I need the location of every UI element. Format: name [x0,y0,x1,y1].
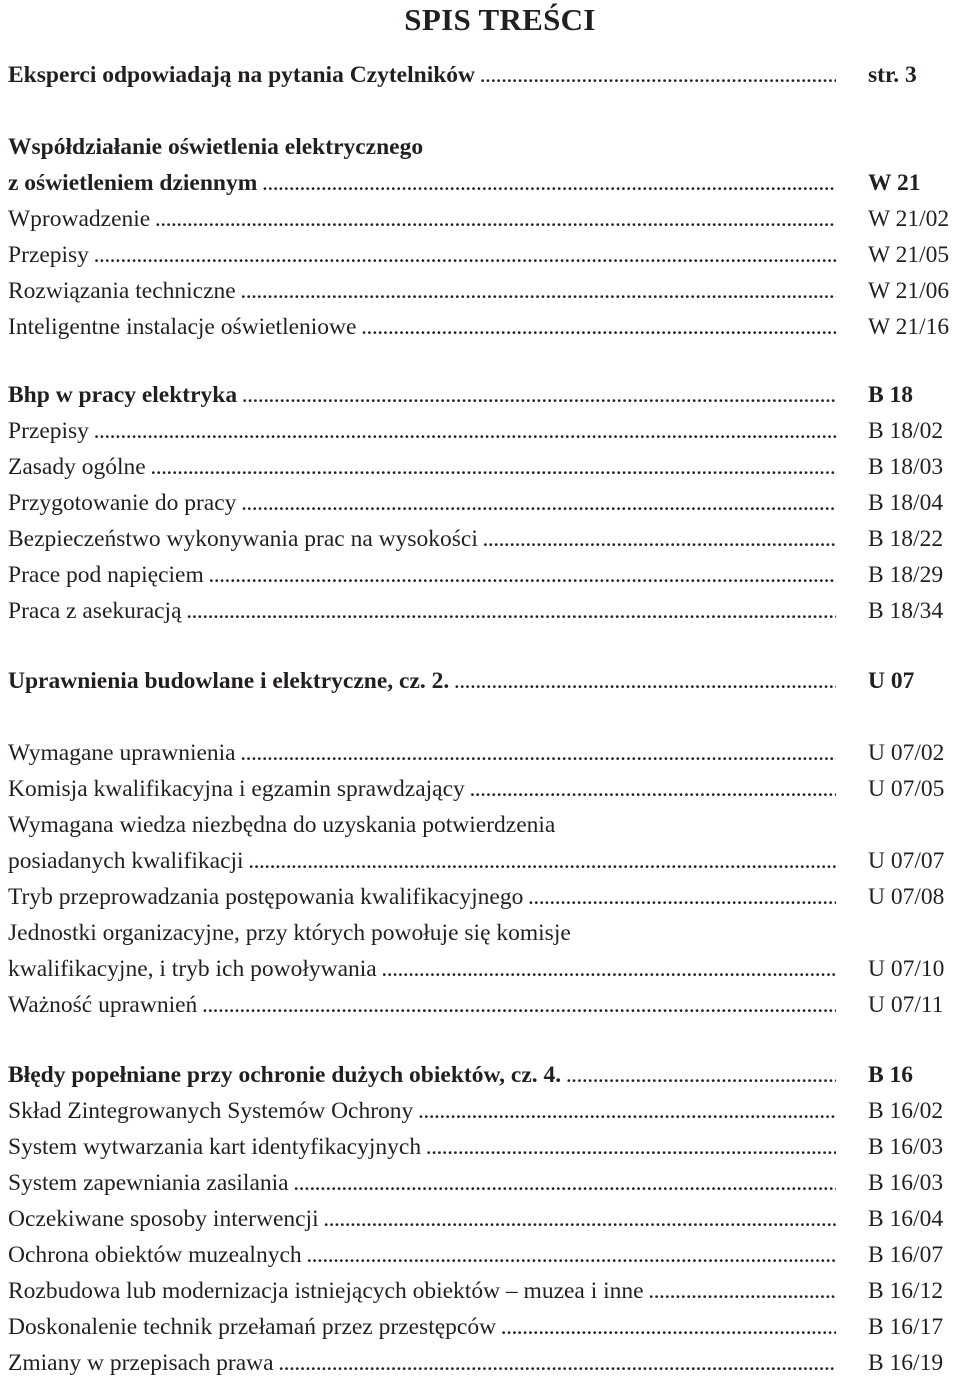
toc-entry-title: Eksperci odpowiadają na pytania Czytelników [8,62,476,88]
toc-entry-leader [8,1273,836,1309]
toc-entry [8,663,960,699]
toc-entry-page: B 18 [868,382,914,408]
toc-entry-title: Inteligentne instalacje oświetleniowe [8,314,357,340]
toc-entry [8,1057,960,1093]
toc-entry-leader [8,1309,836,1345]
toc-entry-title: Tryb przeprowadzania postępowania kwalifikacyjnego [8,884,524,910]
toc-entry-title: Wymagana wiedza niezbędna do uzyskania potwierdzenia [8,812,556,838]
toc-entry-page: B 16/04 [868,1206,944,1232]
toc-entry [8,1129,960,1165]
toc-entry-page: B 18/02 [868,418,944,444]
toc-entry-title: Wprowadzenie [8,206,151,232]
toc-entry-page: B 18/22 [868,526,944,552]
toc-entry-leader [8,557,836,593]
toc-entry-page: B 18/34 [868,598,944,624]
toc-entry-page: U 07/02 [868,740,945,766]
toc-entry-page: U 07/07 [868,848,945,874]
toc-entry [8,521,960,557]
toc-entry [8,449,960,485]
toc-entry-title: Doskonalenie technik przełamań przez przestępców [8,1314,497,1340]
toc-entry [8,915,960,951]
toc-entry [8,1201,960,1237]
toc-entry [8,201,960,237]
toc-entry-title: Przygotowanie do pracy [8,490,237,516]
toc-entry-leader [8,413,836,449]
toc-entry-title: Współdziałanie oświetlenia elektrycznego [8,134,424,160]
toc-entry-leader [8,879,836,915]
toc-entry [8,377,960,413]
toc-entry-page: B 18/29 [868,562,944,588]
toc-entry-title: Prace pod napięciem [8,562,204,588]
toc-entry-title: kwalifikacyjne, i tryb ich powoływania [8,956,377,982]
toc-entry [8,273,960,309]
toc-entry-page: B 16/12 [868,1278,944,1304]
toc-entry [8,593,960,629]
toc-entry-page: B 16/02 [868,1098,944,1124]
toc-entry [8,771,960,807]
toc-entry-page: str. 3 [868,62,917,88]
toc-entry-leader [8,1165,836,1201]
toc-entry-title: Zmiany w przepisach prawa [8,1350,274,1376]
toc-entry [8,1237,960,1273]
toc-entry-page: B 16/17 [868,1314,944,1340]
toc-entry [8,57,960,93]
toc-entry-title: Przepisy [8,242,89,268]
toc-entry-leader [8,237,836,273]
toc-entry-leader [8,1237,836,1273]
toc-entry-leader [8,485,836,521]
toc-entry-page: W 21/06 [868,278,950,304]
toc-entry-leader [8,377,836,413]
toc-entry-leader [8,129,836,165]
toc-entry [8,879,960,915]
toc-entry-page: W 21/05 [868,242,950,268]
toc-entry-leader [8,987,836,1023]
toc-entry-page: B 16/03 [868,1170,944,1196]
toc-entry [8,1309,960,1345]
toc-entry-title: System zapewniania zasilania [8,1170,289,1196]
toc-entry-title: Komisja kwalifikacyjna i egzamin sprawdzający [8,776,465,802]
toc-entry [8,237,960,273]
toc-entry-title: Bezpieczeństwo wykonywania prac na wysokości [8,526,478,552]
toc-entry-page: B 16 [868,1062,914,1088]
toc-entry-page: W 21/02 [868,206,950,232]
page-title: SPIS TREŚCI [404,2,596,37]
toc-entry-title: z oświetleniem dziennym [8,170,258,196]
toc-entry-leader [8,1345,836,1381]
toc-entry-title: Zasady ogólne [8,454,146,480]
toc-entry-title: Przepisy [8,418,89,444]
toc-entry-page: W 21/16 [868,314,950,340]
toc-entry-title: Rozbudowa lub modernizacja istniejących obiektów – muzea i inne [8,1278,644,1304]
toc-entry-leader [8,1129,836,1165]
toc-entry [8,557,960,593]
toc-entry-leader [8,201,836,237]
toc-entry-title: Rozwiązania techniczne [8,278,236,304]
toc-entry-title: Wymagane uprawnienia [8,740,236,766]
toc-entry [8,807,960,843]
toc-entry-leader [8,915,836,951]
toc-entry-page: B 16/19 [868,1350,944,1376]
toc-entry-title: Uprawnienia budowlane i elektryczne, cz. 2. [8,668,450,694]
toc-entry [8,987,960,1023]
toc-entry-page: B 18/03 [868,454,944,480]
toc-entry-leader [8,273,836,309]
toc-entry-title: posiadanych kwalifikacji [8,848,244,874]
toc-entry [8,129,960,165]
toc-entry-title: Bhp w pracy elektryka [8,382,238,408]
toc-entry-leader [8,771,836,807]
toc-entry [8,1345,960,1381]
toc-entry-page: U 07/11 [868,992,944,1018]
toc-entry [8,735,960,771]
toc-entry-title: Oczekiwane sposoby interwencji [8,1206,319,1232]
toc-entry [8,413,960,449]
toc-entry-page: U 07 [868,668,915,694]
toc-entry-title: Błędy popełniane przy ochronie dużych obiektów, cz. 4. [8,1062,562,1088]
toc-entry-leader [8,951,836,987]
toc-entry-title: Skład Zintegrowanych Systemów Ochrony [8,1098,414,1124]
toc-entry-leader [8,735,836,771]
toc-entry-page: U 07/08 [868,884,945,910]
toc-entry-leader [8,57,836,93]
toc-entry-title: Ochrona obiektów muzealnych [8,1242,302,1268]
toc-entry [8,1093,960,1129]
toc-entry-page: B 16/07 [868,1242,944,1268]
toc-entry-page: U 07/10 [868,956,945,982]
toc-entry-page: U 07/05 [868,776,945,802]
toc-entry [8,1165,960,1201]
toc-entry-leader [8,663,836,699]
toc-entry-page: W 21 [868,170,921,196]
toc-entry-leader [8,1057,836,1093]
toc-entry-leader [8,309,836,345]
toc-entry-title: System wytwarzania kart identyfikacyjnych [8,1134,422,1160]
toc-entry [8,843,960,879]
toc-entry-leader [8,593,836,629]
toc-entry-leader [8,449,836,485]
toc-entry-title: Praca z asekuracją [8,598,182,624]
toc-entry-leader [8,521,836,557]
toc-entry-leader [8,1093,836,1129]
toc-entry [8,309,960,345]
toc-entry [8,485,960,521]
toc-entry [8,165,960,201]
toc-entry-leader [8,1201,836,1237]
toc-entry-title: Jednostki organizacyjne, przy których powołuje się komisje [8,920,571,946]
toc-entry [8,1273,960,1309]
toc-entry-leader [8,165,836,201]
toc-entry-page: B 16/03 [868,1134,944,1160]
toc-entry-title: Ważność uprawnień [8,992,198,1018]
toc-entry [8,951,960,987]
toc-entry-leader [8,843,836,879]
toc-entry-leader [8,807,836,843]
toc-entry-page: B 18/04 [868,490,944,516]
